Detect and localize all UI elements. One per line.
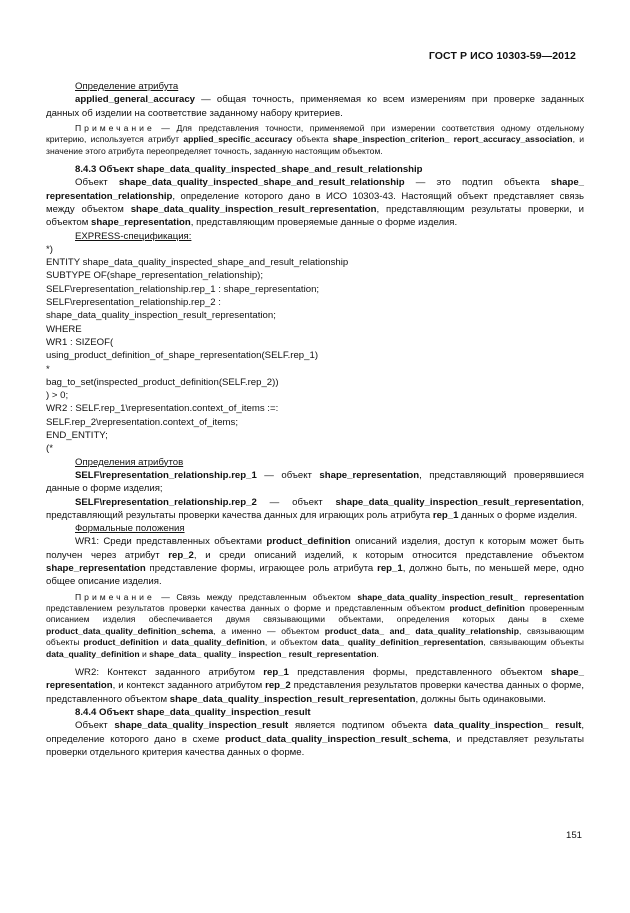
code-line: *): [46, 243, 53, 255]
code-line: SELF\representation_relationship.rep_1 : shape_representation;: [46, 283, 320, 295]
attribute-definition-rep-2: SELF\representation_relationship.rep_2 — объект shape_data_quality_inspection_result_representation, представляющий результаты проверки качества данных для играющих роль атрибута rep_1 данных о форме изделия.: [46, 496, 584, 521]
paragraph-8-4-4-description: Объект shape_data_quality_inspection_result является подтипом объекта data_quality_inspection_ result, определение которого дано в схеме product_data_quality_inspection_result_schema, и представляет результаты проверки отдельного критерия качества данных о форме.: [46, 720, 585, 758]
page-header-standard-code: ГОСТ Р ИСО 10303-59—2012: [428, 50, 576, 62]
code-line: using_product_definition_of_shape_representation(SELF.rep_1): [46, 350, 319, 362]
code-line: ) > 0;: [46, 390, 69, 402]
attribute-definitions-heading: Определения атрибутов: [75, 456, 184, 468]
code-line: WR2 : SELF.rep_1\representation.context_of_items :=:: [46, 403, 279, 415]
page-number: 151: [565, 830, 582, 841]
attribute-definition-rep-1: SELF\representation_relationship.rep_1 — объект shape_representation, представляющий проверявшиеся данные о форме изделия;: [46, 469, 584, 495]
where-rule-wr2: WR2: Контекст заданного атрибутом rep_1 представления формы, представленного объектом shape_ representation, и контекст заданного атрибутом rep_2 представления результатов проверки качества данных о форме, представленного объектом shape_data_quality_inspection_result_representation, должны быть одинаковыми.: [46, 667, 584, 705]
formal-propositions-heading: Формальные положения: [75, 523, 185, 535]
note-1: Примечание — Для представления точности, применяемой при измерении соответствия одному отдельному критерию, используется атрибут applied_specific_accuracy объекта shape_inspection_criterion_ report_accuracy_association, и значение этого атрибута переопределяет точность, заданную настоящим объектом.: [46, 122, 584, 156]
section-heading-8-4-4: 8.4.4 Объект shape_data_quality_inspection_result: [75, 706, 311, 718]
code-line: WR1 : SIZEOF(: [46, 336, 114, 348]
code-line: SELF\representation_relationship.rep_2 :: [46, 297, 221, 309]
paragraph-applied-general-accuracy: applied_general_accuracy — общая точность, применяемая ко всем измерениям при проверке заданных данных об изделии на соответствие заданному набору критериев.: [46, 94, 584, 119]
code-line: ENTITY shape_data_quality_inspected_shape_and_result_relationship: [46, 257, 349, 269]
code-line: SELF.rep_2\representation.context_of_items;: [46, 416, 238, 428]
code-line: END_ENTITY;: [46, 430, 108, 442]
attribute-definition-heading: Определение атрибута: [75, 81, 179, 92]
code-line: (*: [46, 443, 53, 455]
express-specification-label: EXPRESS-спецификация:: [75, 230, 192, 242]
code-line: WHERE: [46, 323, 82, 335]
code-line: bag_to_set(inspected_product_definition(SELF.rep_2)): [46, 376, 279, 388]
where-rule-wr1: WR1: Среди представленных объектами product_definition описаний изделия, доступ к которым может быть получен через атрибут rep_2, и среди описаний изделий, к которым относится представление объектом shape_representation представление формы, играющее роль атрибута rep_1, должно быть, по меньшей мере, одно общее описание изделия.: [46, 536, 584, 588]
code-line: SUBTYPE OF(shape_representation_relationship);: [46, 270, 264, 282]
express-code-block: [46, 243, 584, 456]
paragraph-8-4-3-description: Объект shape_data_quality_inspected_shape_and_result_relationship — это подтип объекта shape_ representation_relationship, определение которого дано в ИСО 10303-43. Настоящий объект представляет связь между объектом shape_data_quality_inspection_result_representation, представляющим результаты проверки, и объектом shape_representation, представляющим проверяемые данные о форме изделия.: [46, 177, 584, 229]
page-content: [46, 80, 584, 759]
code-line: shape_data_quality_inspection_result_representation;: [46, 310, 276, 322]
section-heading-8-4-3: 8.4.3 Объект shape_data_quality_inspected_shape_and_result_relationship: [75, 164, 423, 176]
note-2: Примечание — Связь между представленным объектом shape_data_quality_inspection_result_ representation представлением результатов проверки качества данных о форме и представленным объектом product_definition проверенным описанием изделия обеспечивается двумя связывающими объектами, определения которых даны в схеме product_data_quality_definition_schema, а именно — объектом product_data_ and_ data_quality_relationship, связывающим объекты product_definition и data_quality_definition, и объектом data_ quality_definition_representation, связывающим объекты data_quality_definition и shape_data_ quality_ inspection_ result_representation.: [46, 591, 585, 659]
code-line: *: [46, 363, 50, 375]
